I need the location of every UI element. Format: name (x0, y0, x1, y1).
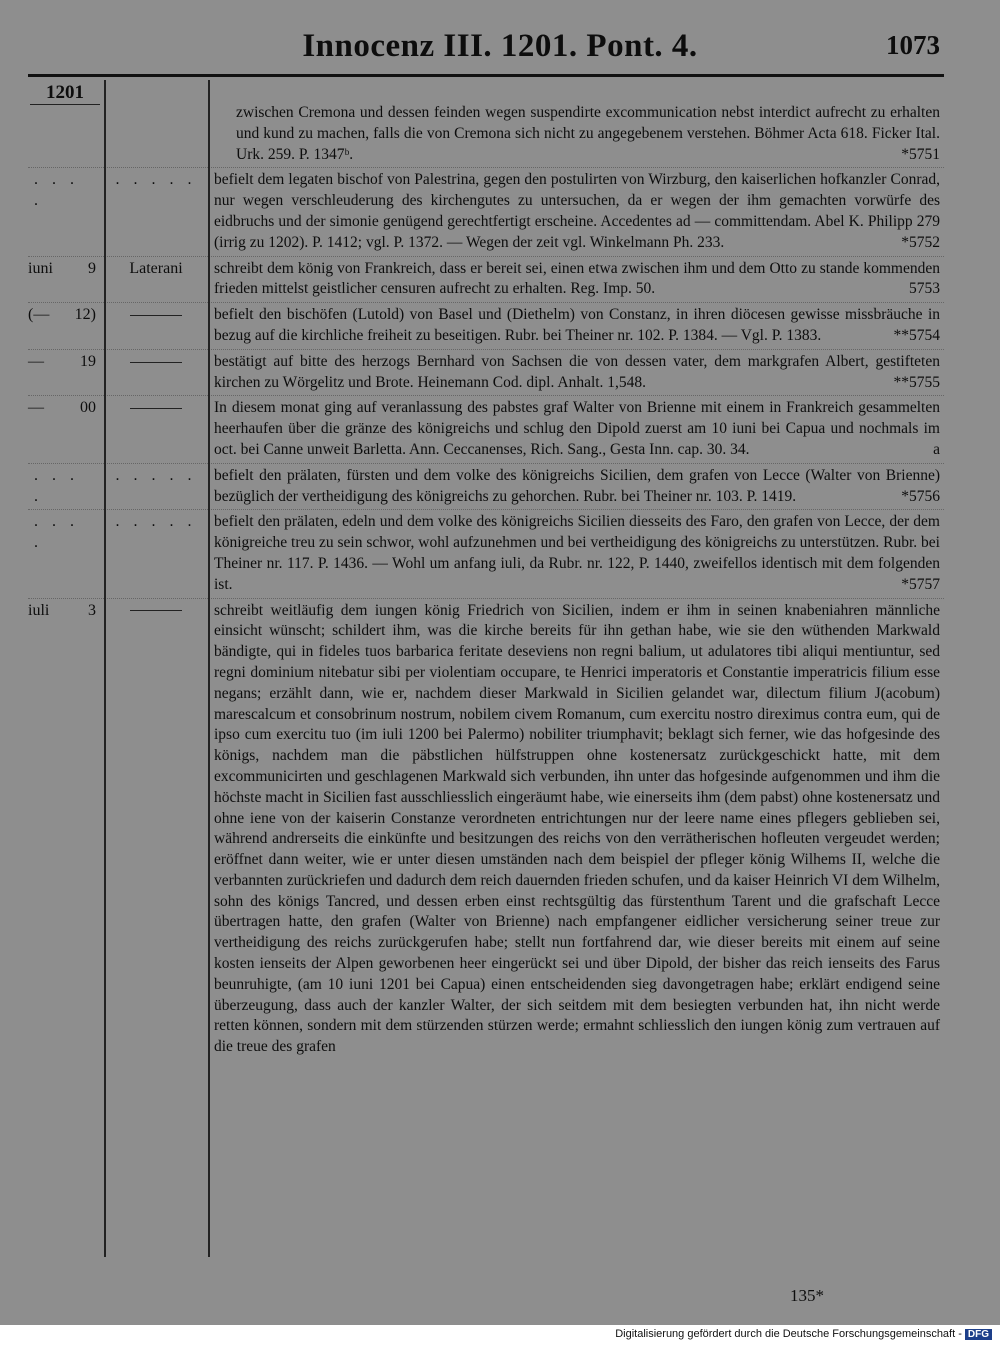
dfg-logo: DFG (965, 1329, 992, 1340)
entry-day: 12) (74, 306, 96, 324)
entry-separator (28, 598, 944, 599)
entry-place (108, 305, 204, 326)
entry-body: befielt den prälaten, fürsten und dem volke des königreichs Sicilien, dem grafen von Lecce (Walter von Brienne) bezüglich der vertheidigung des königreichs zu gehorchen. Rubr. bei Theiner nr. 103. P. 1419. (214, 466, 940, 505)
regest-entry (0, 103, 1000, 165)
regest-entry (0, 466, 1000, 508)
regest-entry (0, 398, 1000, 460)
entry-number: *5757 (901, 575, 940, 593)
entry-body: schreibt dem könig von Frankreich, dass er bereit sei, einen etwa zwischen ihm und dem Otto zu stande kommenden frieden mittelst geistlicher censuren aufrecht zu erhalten. Reg. Imp. 50. (214, 259, 940, 298)
date-placeholder: . . . . (34, 513, 79, 552)
place-placeholder: . . . . . (115, 171, 197, 189)
page-number: 1073 (886, 30, 940, 60)
entry-text (214, 352, 940, 394)
entry-separator (28, 256, 944, 257)
ditto-dash (130, 610, 182, 611)
entry-separator (28, 463, 944, 464)
entry-separator (28, 302, 944, 303)
ditto-dash (130, 362, 182, 363)
regest-entry (0, 512, 1000, 595)
entry-body: In diesem monat ging auf veranlassung des pabstes graf Walter von Brienne mit einem in Frankreich gesammelten heerhaufen über die gränze des königreichs und schlug den Dipold zuerst am 10 iuni bei Capua und nochmals im oct. bei Canne unweit Barletta. Ann. Ceccanenses, Rich. Sang., Gesta Inn. cap. 30. 34. (214, 399, 940, 458)
entry-place (108, 601, 204, 622)
header-rule (28, 74, 944, 77)
regest-entry (0, 259, 1000, 301)
entry-text (214, 305, 940, 347)
date-placeholder: . . . . (34, 171, 79, 210)
entry-text (214, 466, 940, 508)
entry-month: — (28, 352, 44, 370)
place-placeholder: . . . . . (115, 513, 197, 531)
entry-place (108, 512, 204, 533)
date-placeholder: . . . . (34, 466, 79, 505)
entry-place (108, 352, 204, 373)
entry-place (108, 466, 204, 487)
regest-entry (0, 305, 1000, 347)
entry-number: *5751 (901, 145, 940, 163)
entry-number: *5756 (901, 487, 940, 505)
entry-month: iuli (28, 601, 50, 619)
regesta-entries (0, 103, 1000, 1058)
regest-entry (0, 352, 1000, 394)
entry-body: befielt dem legaten bischof von Palestrina, gegen den postulirten von Wirzburg, den kaiserlichen hofkanzler Conrad, nur wegen verschleuderung des kirchengutes zu untersuchen, da er wegen der ihm gemachten vorwürfe des eidbruchs und der simonie genügend gerechtfertigt erscheine. Accedentes ad — committendam. Abel K. Philipp 279 (irrig zu 1202). P. 1412; vgl. P. 1372. — Wegen der zeit vgl. Winkelmann Ph. 233. (214, 171, 940, 251)
entry-place (108, 398, 204, 419)
entry-number: **5754 (893, 326, 940, 344)
ditto-dash (130, 315, 182, 316)
entry-number: **5755 (893, 373, 940, 391)
entry-number: *5752 (901, 233, 940, 251)
entry-separator (28, 509, 944, 510)
sheet-signature: 135* (790, 1286, 824, 1305)
entry-number: 5753 (909, 280, 940, 298)
ditto-dash (130, 408, 182, 409)
entry-body: schreibt weitläufig dem iungen könig Friedrich von Sicilien, indem er ihm in seinen knabeniahren männliche einsicht wünscht; schildert ihm, was die kirche bereits für ihn gethan habe, wie sie den wüthenden Markwald bändigte, qui in fideles tuos barbarica feritate deseviens non regni balium, ut adulatores tibi aliqui mentiuntur, sed regni dominium nitebatur sibi per violentiam occupare, te Henrici imperatoris et Constantie imperatricis filium esse negans; erzählt dann, wie er, nachdem dieser Markwald in Sicilien gelandet war, dilectum filium J(acobum) marescalcum et consobrinum nostrum, nobilem civem Romanum, cum exercitu nostro direximus contra eum, qui de ipso cum exercitu tuo (im iuli 1200 bei Palermo) nobiliter triumphavit; beklagt sich ferner, wie das hofgesinde des königs, nachdem man die päbstlichen hülfstruppen ohne kostenersatz zurückgeschickt hatte, mit dem excommunicirten und geschlagenen Markwald sich verbunden, ihn unter das hofgesinde aufgenommen und ihm die höchste macht in Sicilien fast ausschliesslich eingeräumt habe, wie einerseits ihm (dem pabst) ohne kostenersatz und ohne iene von der kaiserin Constanze verordneten entrichtungen nur der leere name eines pflegers geblieben sei, während andrerseits die einkünfte und besitzungen des reichs von den verrätherischen hofleuten vergeudet werden; eröffnet dann weiter, wie er unter diesen umständen nach dem beispiel der pfleger könig Wilhems II, welche die verbannten zurückriefen und dadurch dem reich dauernden frieden schufen, und da kaiser Heinrich VI dem Wilhelm, sohn des königs Tancred, und dessen erben einst rechtsgültig das fürstenthum Tarent und die grafschaft Lecce übertragen hatte, den grafen (Walter von Brienne) nach empfangener eidlicher versicherung seiner treue zur vertheidigung des reichs zurückgerufen habe; stellt nun fortfahrend dar, wie dieser bereits mit einem auf seine kosten ienseits der Alpen geworbenen heer eingerückt sei und über Dipold, der bisher das reich ienseits des Farus beunruhigte, (am 10 iuni 1201 bei Capua) einen entscheidenden sieg davongetragen habe; erklärt endigend seine überzeugung, dass auch der kanzler Walter, der sich seitdem mit dem besiegten verbunden hat, ihn nicht werde retten können, sondern mit dem stürzenden stürzen werde; ermahnt schliesslich den iungen könig zum vertrauen auf die treue des grafen (214, 601, 940, 1056)
entry-number: a (933, 440, 940, 458)
entry-day: 19 (80, 352, 96, 370)
regest-entry (0, 601, 1000, 1059)
entry-body: befielt den bischöfen (Lutold) von Basel und (Diethelm) von Constanz, in ihren diöcesen gewisse missbräuche in bezug auf die kirchliche freiheit zu beseitigen. Rubr. bei Theiner nr. 102. P. 1384. — Vgl. P. 1383. (214, 306, 940, 344)
entry-day: 9 (88, 259, 96, 277)
regest-entry (0, 170, 1000, 253)
entry-text (214, 170, 940, 253)
entry-place (108, 170, 204, 191)
entry-text (214, 601, 940, 1059)
credit-text: Digitalisierung gefördert durch die Deutsche Forschungsgemeinschaft - (615, 1328, 962, 1340)
entry-separator (28, 395, 944, 396)
entry-text (214, 512, 940, 595)
entry-body: zwischen Cremona und dessen feinden wegen suspendirte excommunication nebst interdict aufrecht zu erhalten und kund zu machen, falls die von Cremona sich nicht zu angegebenem verstehen. Böhmer Acta 618. Ficker Ital. Urk. 259. P. 1347ᵇ. (236, 104, 940, 163)
entry-month: — (28, 399, 44, 417)
place-name: Laterani (129, 259, 183, 277)
entry-text (214, 398, 940, 460)
entry-text (214, 259, 940, 301)
place-placeholder: . . . . . (115, 466, 197, 484)
entry-month: iuni (28, 259, 53, 277)
year-label: 1201 (30, 82, 100, 105)
entry-body: befielt den prälaten, edeln und dem volke des königreichs Sicilien diesseits des Faro, den grafen von Lecce, der dem königreiche treu zu sein schwor, wohl aufzunehmen und bei vertheidigung des königreichs zu unterstützen. Rubr. bei Theiner nr. 117. P. 1436. — Wohl um anfang iuli, da Rubr. nr. 122, P. 1440, zweifellos identisch mit dem folgenden ist. (214, 513, 940, 593)
digitization-credit (615, 1328, 992, 1340)
page-title: Innocenz III. 1201. Pont. 4. (302, 28, 698, 64)
entry-day: 00 (80, 399, 96, 417)
entry-month: (— (28, 306, 50, 324)
entry-place (108, 259, 204, 280)
entry-separator (28, 349, 944, 350)
entry-separator (28, 167, 944, 168)
entry-day: 3 (88, 601, 96, 619)
entry-text (214, 103, 940, 165)
entry-body: bestätigt auf bitte des herzogs Bernhard von Sachsen die von dessen vater, dem markgrafen Albert, gestifteten kirchen zu Wörgelitz und Brote. Heinemann Cod. dipl. Anhalt. 1,548. (214, 352, 940, 391)
